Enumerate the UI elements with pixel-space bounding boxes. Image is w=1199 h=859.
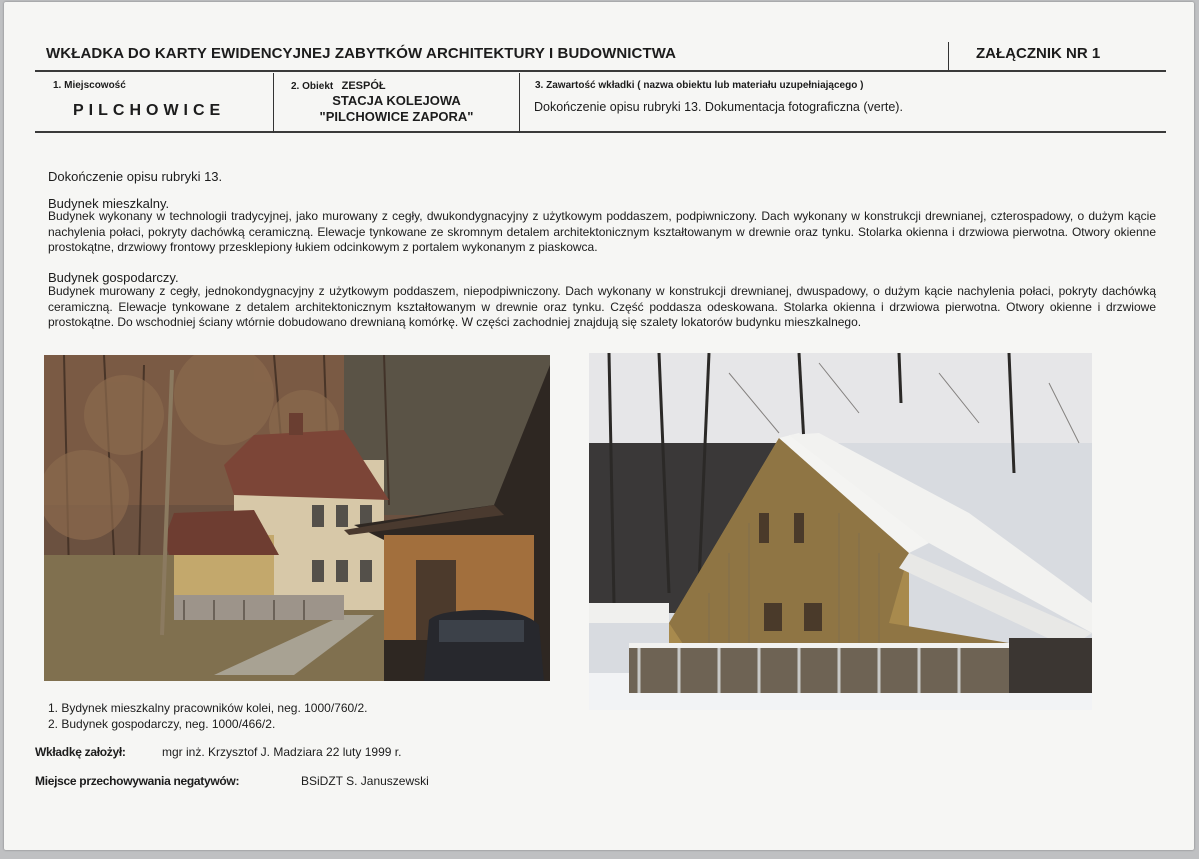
negatives-location-label: Miejsce przechowywania negatywów: <box>35 774 240 788</box>
utility-description: Budynek murowany z cegły, jednokondygnacyjny z użytkowym poddaszem, niepodpiwniczony. Dach wykonany w konstrukcji drewnianej, dwuspadowy, o dużym kącie nachylenia połaci, pokryty dachówką ceramiczną. Elewacje tynkowane z detalem architektonicznym kształtowanym w drewnie oraz tynku. Część poddasza odeskowana. Stolarka okienna i drzwiowa pierwotna. Otwory okienne i drzwiowe prostokątne. Do wschodniej ściany wtórnie dobudowano drewnianą komórkę. W części zachodniej znajdują się szalety lokatorów budynku mieszkalnego. <box>48 284 1156 329</box>
header-rule-top <box>35 70 1166 72</box>
locality-label: 1. Miejscowość <box>53 80 126 91</box>
object-name <box>274 93 519 125</box>
document-title: WKŁADKA DO KARTY EWIDENCYJNEJ ZABYTKÓW ARCHITEKTURY I BUDOWNICTWA <box>46 45 677 62</box>
document-sheet <box>4 2 1194 850</box>
object-label <box>291 80 386 92</box>
created-by-label: Wkładkę założył: <box>35 745 126 759</box>
photo-residential-building <box>44 355 550 681</box>
utility-heading: Budynek gospodarczy. <box>48 270 179 285</box>
negatives-location-value: BSiDZT S. Januszewski <box>301 774 429 788</box>
photo-caption-2: 2. Budynek gospodarczy, neg. 1000/466/2. <box>48 717 276 731</box>
header-rule-bottom <box>35 131 1166 133</box>
object-name-line1: STACJA KOLEJOWA <box>332 93 461 108</box>
object-name-line2: "PILCHOWICE ZAPORA" <box>319 109 474 124</box>
residential-description: Budynek wykonany w technologii tradycyjnej, jako murowany z cegły, dwukondygnacyjny z użytkowym poddaszem, podpiwniczony. Dach wykonany w konstrukcji drewnianej, czterospadowy, o dużym kącie nachylenia połaci, pokryty dachówką ceramiczną. Elewacje tynkowane ze skromnym detalem architektonicznym kształtowanym w drewnie oraz tynku. Stolarka okienna i drzwiowa pierwotna. Otwory okienne prostokątne, drzwiowy frontowy przesklepiony łukiem odcinkowym z portalem wykonanym z piaskowca. <box>48 209 1156 254</box>
locality-value: PILCHOWICE <box>73 102 226 119</box>
object-label-text: 2. Obiekt <box>291 81 334 92</box>
object-type: ZESPÓŁ <box>341 80 386 92</box>
field-divider-2 <box>519 73 520 133</box>
created-by-value: mgr inż. Krzysztof J. Madziara 22 luty 1999 r. <box>162 745 402 759</box>
section-intro: Dokończenie opisu rubryki 13. <box>48 169 223 184</box>
header-divider <box>948 42 949 72</box>
contents-value: Dokończenie opisu rubryki 13. Dokumentacja fotograficzna (verte). <box>534 100 903 114</box>
photo-caption-1: 1. Bydynek mieszkalny pracowników kolei, neg. 1000/760/2. <box>48 701 368 715</box>
residential-heading: Budynek mieszkalny. <box>48 196 170 211</box>
contents-label: 3. Zawartość wkładki ( nazwa obiektu lub materiału uzupełniającego ) <box>535 80 864 91</box>
photo-utility-building <box>589 353 1092 710</box>
annex-number: ZAŁĄCZNIK NR 1 <box>976 45 1101 62</box>
